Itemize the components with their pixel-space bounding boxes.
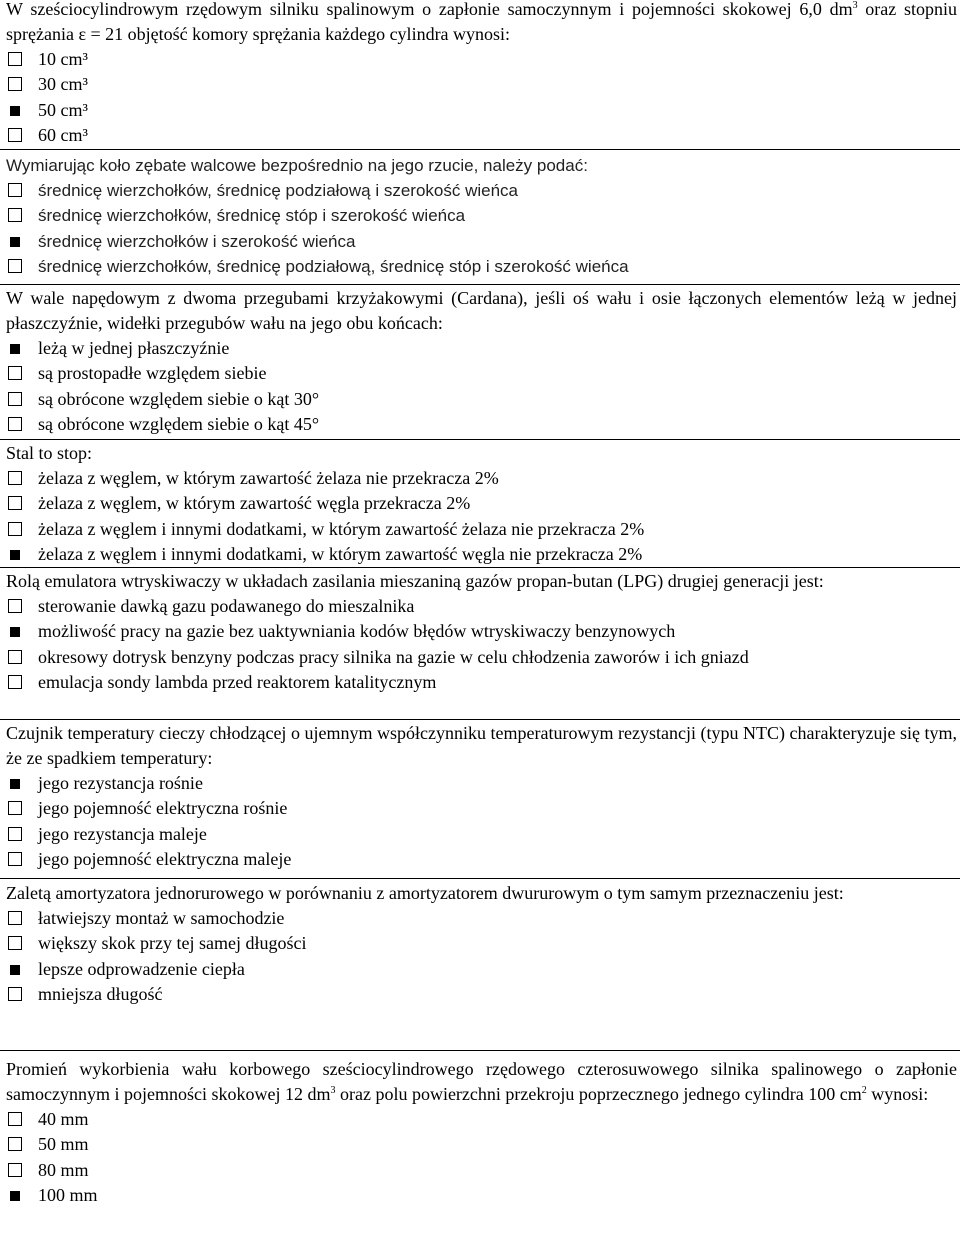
option-label: leżą w jednej płaszczyźnie [38,338,230,358]
checkbox[interactable] [8,128,22,142]
answer-option[interactable] [0,645,960,670]
question-text: Wymiarując koło zębate walcowe bezpośrednio na jego rzucie, należy podać: [6,156,588,175]
checkbox[interactable] [8,417,22,431]
checkbox[interactable] [8,522,22,536]
option-label: żelaza z węglem i innymi dodatkami, w którym zawartość węgla nie przekracza 2% [38,544,643,565]
question-7 [0,881,960,1008]
option-label: sterowanie dawką gazu podawanego do mieszalnika [38,596,415,616]
option-label: jego pojemność elektryczna rośnie [38,798,288,819]
answer-option[interactable] [0,466,960,491]
checkbox[interactable] [8,77,22,91]
question-1 [0,0,960,149]
answer-option[interactable] [0,72,960,97]
question-text: Stal to stop: [6,443,93,463]
answer-option[interactable] [0,931,960,956]
option-label: 10 cm³ [38,49,88,69]
checkbox[interactable] [8,911,22,925]
answer-option[interactable] [0,822,960,847]
question-text: Czujnik temperatury cieczy chłodzącej o ujemnym współczynniku temperaturowym rezystancji (typu NTC) charakteryzuje się tym, że ze spadkiem temperatury: [6,723,957,768]
checkbox-checked[interactable] [10,550,20,560]
option-label: 100 mm [38,1185,98,1206]
option-label: średnicę wierzchołków i szerokość wieńca [38,231,356,251]
question-8 [0,1057,960,1209]
checkbox[interactable] [8,650,22,664]
checkbox-checked[interactable] [10,106,20,116]
options-list [0,1107,960,1209]
answer-option[interactable] [0,412,960,437]
checkbox[interactable] [8,1112,22,1126]
question-3 [0,286,960,438]
answer-option[interactable] [0,203,960,228]
answer-option[interactable] [0,1107,960,1132]
divider [0,149,960,150]
option-label: większy skok przy tej samej długości [38,933,307,954]
option-label: emulacja sondy lambda przed reaktorem katalitycznym [38,672,437,693]
answer-option[interactable] [0,847,960,872]
option-label: są obrócone względem siebie o kąt 30° [38,388,320,409]
option-label: 50 mm [38,1134,89,1155]
question-5 [0,569,960,696]
checkbox[interactable] [8,208,22,222]
answer-option[interactable] [0,178,960,203]
option-label: żelaza z węglem i innymi dodatkami, w którym zawartość żelaza nie przekracza 2% [38,518,645,539]
checkbox[interactable] [8,852,22,866]
answer-option[interactable] [0,906,960,931]
option-label: łatwiejszy montaż w samochodzie [38,908,285,928]
option-label: mniejsza długość [38,984,163,1005]
options-list [0,594,960,696]
answer-option[interactable] [0,336,960,361]
option-label: 30 cm³ [38,74,88,95]
option-label: żelaza z węglem, w którym zawartość żelaza nie przekracza 2% [38,468,499,488]
option-label: średnicę wierzchołków, średnicę podziałową, średnicę stóp i szerokość wieńca [38,257,629,277]
answer-option[interactable] [0,1132,960,1157]
checkbox[interactable] [8,366,22,380]
option-label: lepsze odprowadzenie ciepła [38,958,245,979]
answer-option[interactable] [0,670,960,695]
option-label: są obrócone względem siebie o kąt 45° [38,414,320,435]
answer-option[interactable] [0,1183,960,1208]
checkbox[interactable] [8,259,22,273]
question-text: Promień wykorbienia wału korbowego sześciocylindrowego rzędowego czterosuwowego silnika spalinowego o zapłonie samoczynnym i pojemności skokowej 12 $dm^3$ oraz polu powierzchni przekroju poprzecznego jednego cylindra 100 $cm^2$ wynosi: [6,1059,957,1104]
checkbox[interactable] [8,801,22,815]
question-4 [0,441,960,568]
answer-option[interactable] [0,98,960,123]
options-list [0,47,960,149]
options-list [0,466,960,568]
option-label: 80 mm [38,1159,89,1180]
divider [0,878,960,879]
checkbox[interactable] [8,496,22,510]
answer-option[interactable] [0,387,960,412]
options-list [0,906,960,1008]
divider [0,719,960,720]
checkbox-checked[interactable] [10,965,20,975]
checkbox[interactable] [8,1137,22,1151]
answer-option[interactable] [0,982,960,1007]
checkbox[interactable] [8,471,22,485]
answer-option[interactable] [0,517,960,542]
checkbox-checked[interactable] [10,627,20,637]
answer-option[interactable] [0,47,960,72]
options-list [0,178,960,280]
checkbox[interactable] [8,827,22,841]
option-label: okresowy dotrysk benzyny podczas pracy silnika na gazie w celu chłodzenia zaworów i ich gniazd [38,646,749,667]
checkbox-checked[interactable] [10,1191,20,1201]
option-label: 40 mm [38,1109,89,1129]
answer-option[interactable] [0,957,960,982]
checkbox-checked[interactable] [10,237,20,247]
question-2 [0,153,960,280]
option-label: żelaza z węglem, w którym zawartość węgla przekracza 2% [38,493,471,514]
divider [0,439,960,440]
option-label: możliwość pracy na gazie bez uaktywniania kodów błędów wtryskiwaczy benzynowych [38,621,676,642]
answer-option[interactable] [0,229,960,254]
checkbox[interactable] [8,675,22,689]
checkbox[interactable] [8,183,22,197]
question-text: W wale napędowym z dwoma przegubami krzyżakowymi (Cardana), jeśli oś wału i osie łączonych elementów leżą w jednej płaszczyźnie, widełki przegubów wału na jego obu końcach: [6,288,957,333]
checkbox[interactable] [8,599,22,613]
answer-option[interactable] [0,594,960,619]
question-text: Rolą emulatora wtryskiwaczy w układach zasilania mieszaniną gazów propan-butan (LPG) drugiej generacji jest: [6,571,824,591]
checkbox[interactable] [8,392,22,406]
option-label: średnicę wierzchołków, średnicę stóp i szerokość wieńca [38,206,466,226]
checkbox[interactable] [8,936,22,950]
answer-option[interactable] [0,619,960,644]
options-list [0,336,960,438]
answer-option[interactable] [0,361,960,386]
question-6 [0,721,960,873]
option-label: jego rezystancja rośnie [38,773,203,793]
options-list [0,771,960,873]
answer-option[interactable] [0,771,960,796]
checkbox-checked[interactable] [10,344,20,354]
answer-option[interactable] [0,491,960,516]
checkbox[interactable] [8,1163,22,1177]
question-text: W sześciocylindrowym rzędowym silniku spalinowym o zapłonie samoczynnym i pojemności skokowej 6,0 $dm^3$ oraz stopniu sprężania ε = 21 objętość komory sprężania każdego cylindra wynosi: [6,0,957,44]
checkbox[interactable] [8,987,22,1001]
option-label: 60 cm³ [38,125,88,146]
answer-option[interactable] [0,542,960,567]
divider [0,284,960,285]
option-label: 50 cm³ [38,99,88,120]
option-label: są prostopadłe względem siebie [38,363,267,384]
checkbox[interactable] [8,52,22,66]
answer-option[interactable] [0,1158,960,1183]
checkbox-checked[interactable] [10,779,20,789]
option-label: średnicę wierzchołków, średnicę podziałową i szerokość wieńca [38,181,519,200]
option-label: jego pojemność elektryczna maleje [38,849,292,870]
answer-option[interactable] [0,254,960,279]
divider [0,567,960,568]
divider [0,1050,960,1051]
option-label: jego rezystancja maleje [38,823,207,844]
question-text: Zaletą amortyzatora jednorurowego w porównaniu z amortyzatorem dwururowym o tym samym przeznaczeniu jest: [6,883,844,903]
answer-option[interactable] [0,123,960,148]
answer-option[interactable] [0,796,960,821]
